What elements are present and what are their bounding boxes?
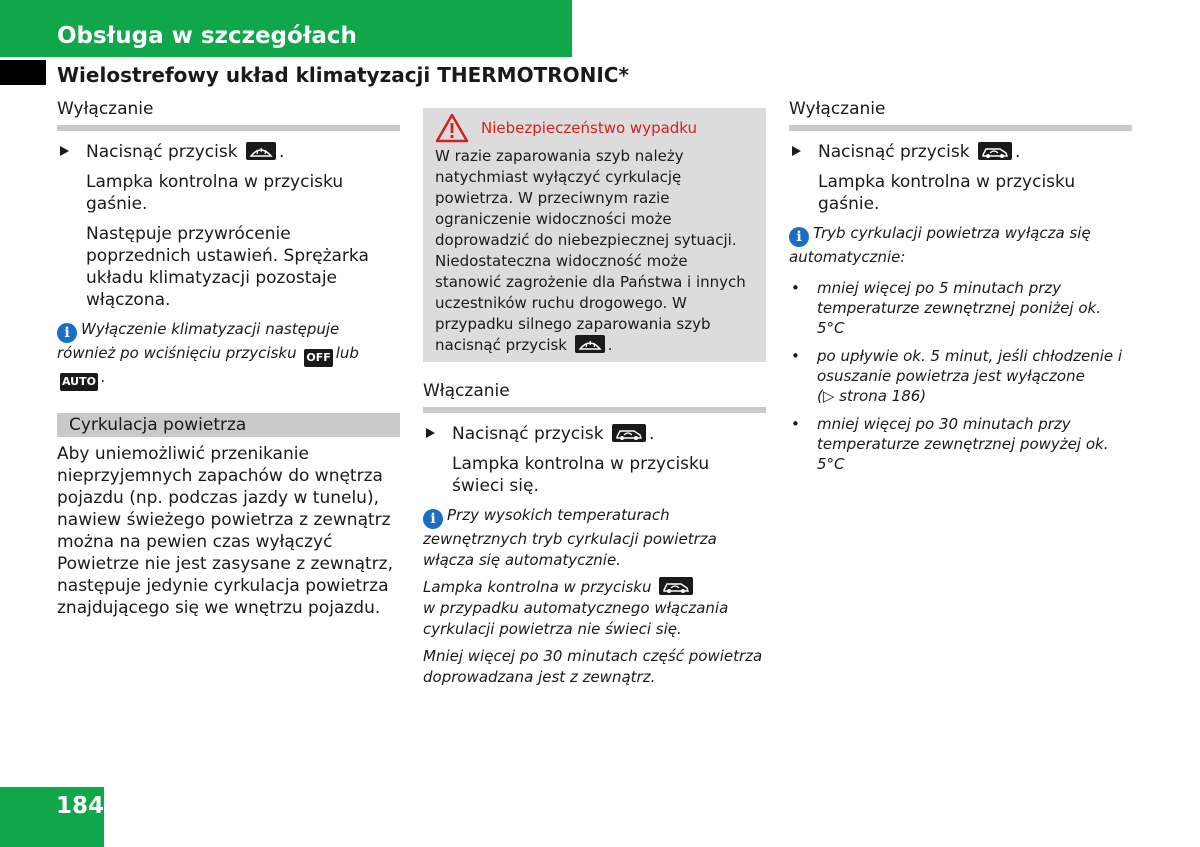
info-icon: i: [423, 509, 443, 529]
column-left: [57, 98, 400, 619]
warning-title: Niebezpieczeństwo wypadku: [435, 118, 754, 138]
step-press-defrost: Nacisnąć przycisk .: [57, 141, 400, 163]
step-press-recirculation: Nacisnąć przycisk .: [423, 423, 766, 445]
section-banner: [0, 0, 572, 57]
page-reference-link[interactable]: (▷ strona 186): [817, 387, 927, 405]
off-button-icon: OFF: [304, 349, 332, 367]
indicator-text: Lampka kontrolna w przycisku gaśnie.: [818, 172, 1076, 214]
step-press-recirculation: Nacisnąć przycisk .: [789, 141, 1132, 163]
air-recirculation-icon: [612, 424, 646, 442]
column-middle: [423, 98, 766, 694]
info-icon: i: [789, 227, 809, 247]
page-number: 184: [56, 793, 105, 819]
indicator-text: Lampka kontrolna w przycisku gaśnie.: [86, 172, 344, 214]
air-recirculation-icon: [659, 577, 693, 595]
list-item: • po upływie ok. 5 minut, jeśli chłodzenie i osuszanie powietrza jest wyłączone (▷ strona 186): [789, 346, 1132, 406]
restore-text: Następuje przywrócenie poprzednich ustawień. Sprężarka układu klimatyzacji pozostaje włączona.: [86, 224, 369, 310]
circulation-text: Aby uniemożliwić przenikanie nieprzyjemnych zapachów do wnętrza pojazdu (np. podczas jazdy w tunelu), nawiew świeżego powietrza z zewnątrz można na pewien czas wyłączyć Powietrze nie jest zasysane z zewnątrz, następuje jedynie cyrkulacja powietrza znajdującego się we wnętrzu pojazdu.: [57, 444, 393, 618]
windshield-defrost-icon: [246, 142, 276, 160]
heading-cyrkulacja: Cyrkulacja powietrza: [57, 413, 400, 437]
info-note-auto-off: i Tryb cyrkulacji powietrza wyłącza się automatycznie:: [789, 224, 1091, 266]
warning-triangle-icon: [435, 113, 469, 143]
windshield-defrost-icon: [575, 335, 605, 353]
section-title: Obsługa w szczegółach: [57, 23, 357, 49]
list-item: • mniej więcej po 30 minutach przy temperaturze zewnętrznej powyżej ok. 5°C: [789, 414, 1132, 474]
heading-wlaczanie: Włączanie: [423, 380, 766, 413]
black-tab-marker: [0, 60, 46, 85]
heading-wylaczanie: Wyłączanie: [57, 98, 400, 131]
info-note-outside-air: Mniej więcej po 30 minutach część powietrza doprowadzana jest z zewnątrz.: [423, 647, 763, 686]
page-title: Wielostrefowy układ klimatyzacji THERMOTRONIC*: [57, 63, 629, 87]
arrow-bullet-icon: [60, 146, 69, 156]
list-item: • mniej więcej po 5 minutach przy temperaturze zewnętrznej poniżej ok. 5°C: [789, 278, 1132, 338]
arrow-bullet-icon: [426, 428, 435, 438]
page-number-box: [0, 787, 104, 847]
arrow-bullet-icon: [792, 146, 801, 156]
info-icon: i: [57, 323, 77, 343]
info-note-indicator: Lampka kontrolna w przycisku w przypadku automatycznego włączania cyrkulacji powietrza nie świeci się.: [423, 578, 729, 638]
column-right: [789, 98, 1132, 482]
air-recirculation-icon: [978, 142, 1012, 160]
indicator-text: Lampka kontrolna w przycisku świeci się.: [452, 454, 710, 496]
warning-text: W razie zaparowania szyb należy natychmiast wyłączyć cyrkulację powietrza. W przeciwnym razie ograniczenie widoczności może doprowadzić do niebezpiecznej sytuacji. Niedostateczna widoczność może stanowić zagrożenie dla Państwa i innych uczestników ruchu drogowego. W przypadku silnego zaparowania szyb nacisnąć przycisk .: [435, 147, 746, 354]
info-note-off-auto: i Wyłączenie klimatyzacji następuje również po wciśnięciu przycisku OFF lub AUTO .: [57, 319, 400, 391]
auto-off-conditions-list: [789, 278, 1132, 474]
heading-wylaczanie: Wyłączanie: [789, 98, 1132, 131]
info-note-auto-on: i Przy wysokich temperaturach zewnętrznych tryb cyrkulacji powietrza włącza się automatycznie.: [423, 506, 717, 569]
auto-button-icon: AUTO: [60, 373, 98, 391]
warning-box: [423, 108, 766, 362]
